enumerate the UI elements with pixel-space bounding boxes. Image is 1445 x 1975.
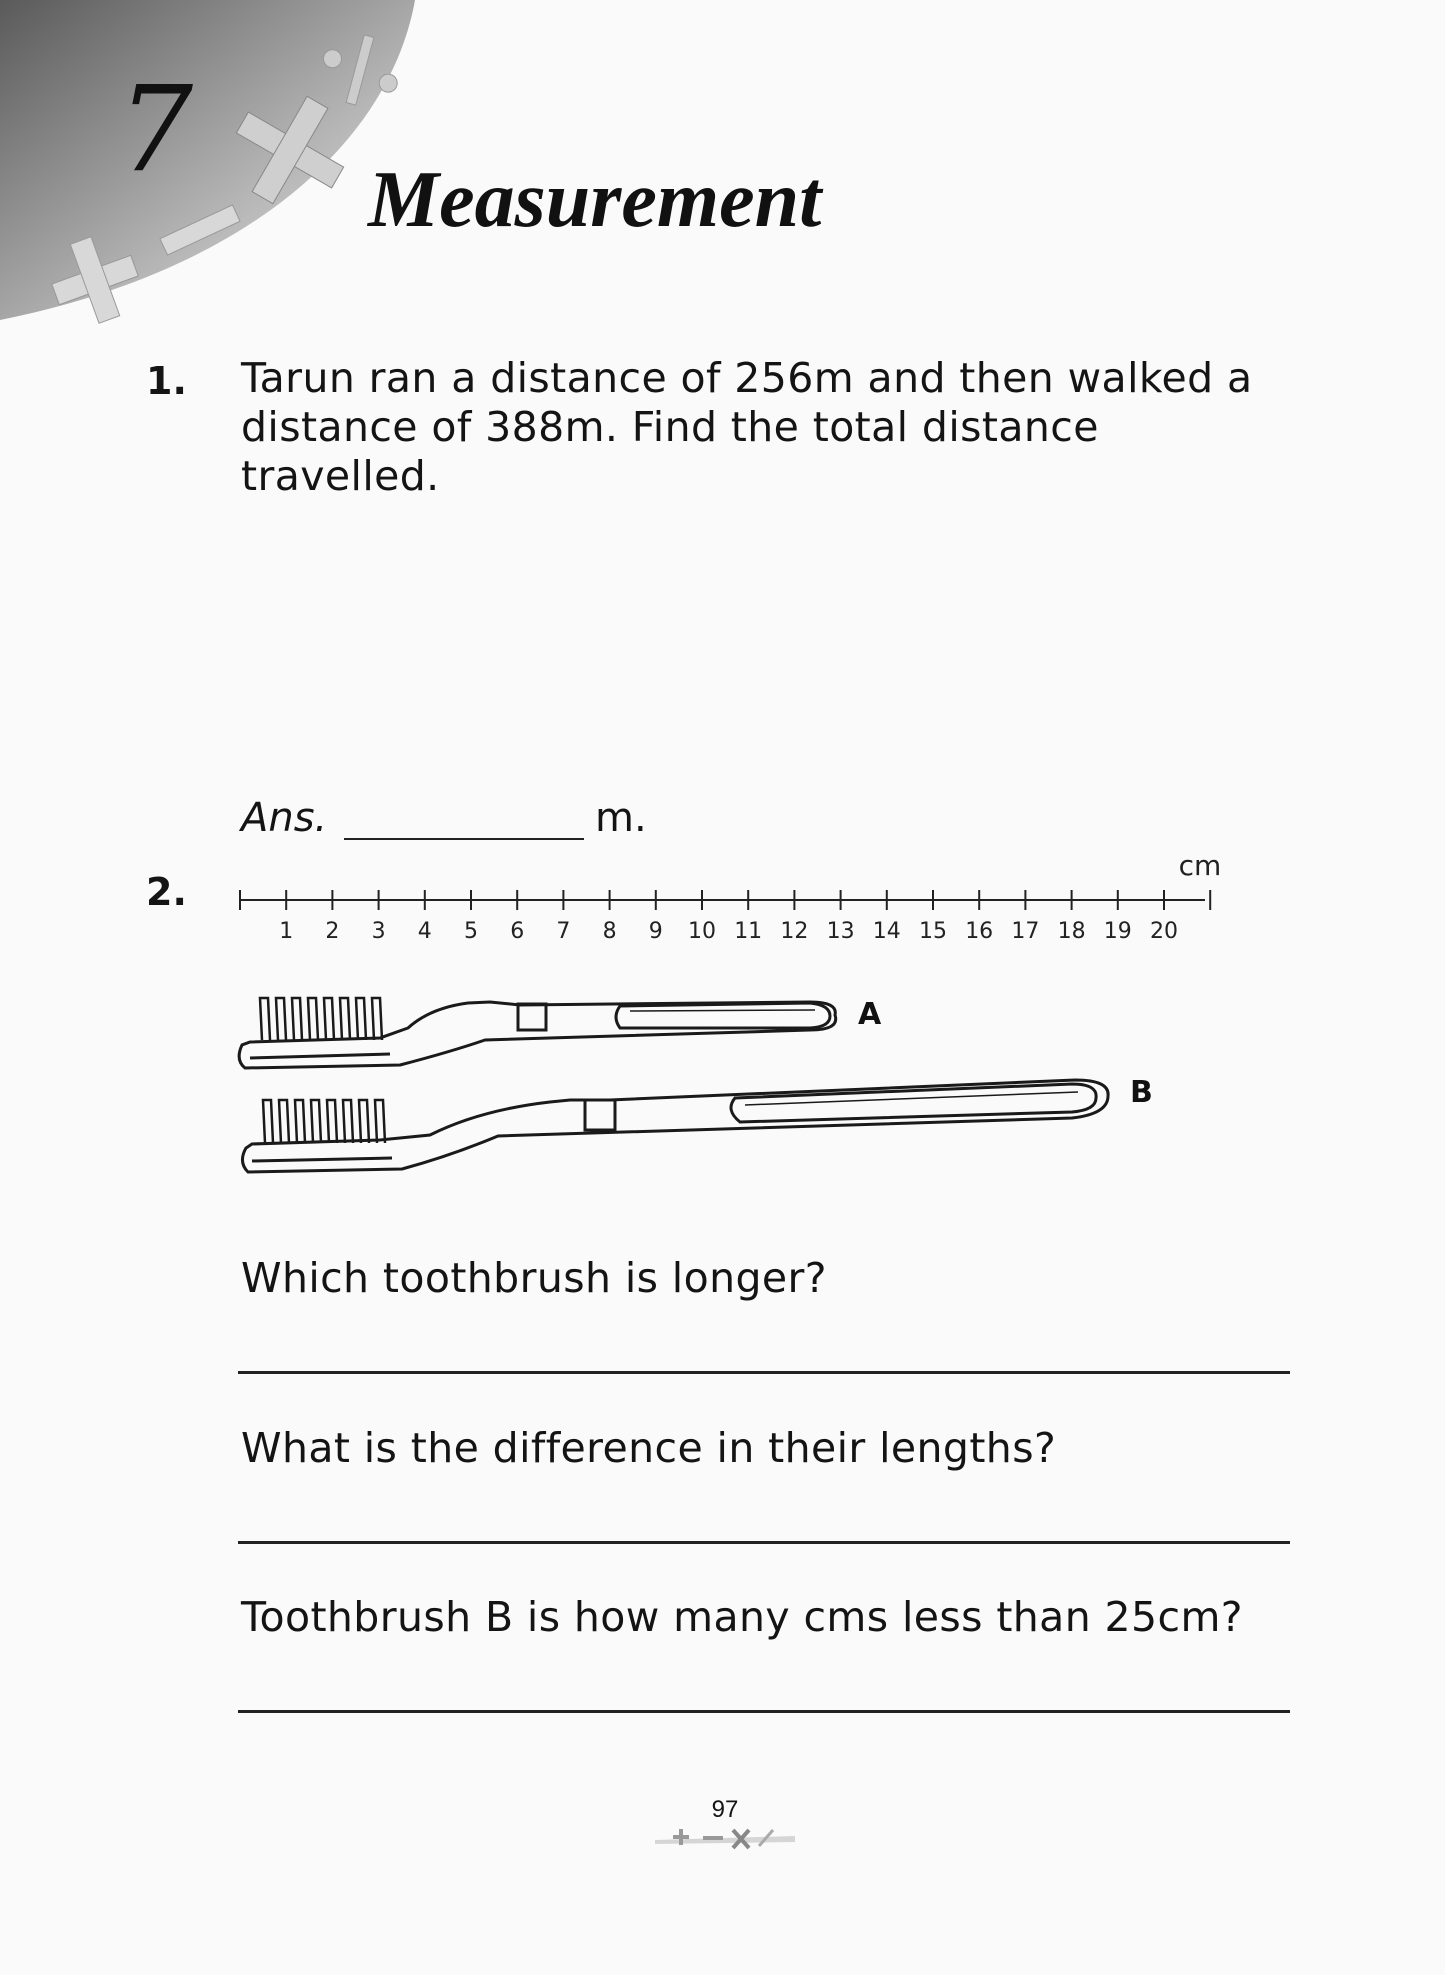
ruler-tick-label: 5 — [464, 919, 478, 944]
ruler-tick-label: 7 — [556, 919, 571, 944]
ruler-tick-label: 13 — [826, 919, 855, 944]
ruler-tick-label: 9 — [648, 919, 663, 944]
answer-blank[interactable] — [344, 838, 584, 840]
chapter-number: 7 — [118, 60, 194, 198]
question-2c-text: Toothbrush B is how many cms less than 25cm? — [241, 1593, 1243, 1641]
answer-unit: m. — [595, 795, 647, 841]
ruler-tick-label: 2 — [325, 919, 340, 944]
ruler-tick-label: 16 — [965, 919, 994, 944]
ruler-tick-label: 10 — [688, 919, 716, 944]
question-2-number: 2. — [146, 870, 187, 914]
ruler-tick-label: 3 — [371, 919, 386, 944]
ruler-tick-label: 11 — [734, 919, 763, 944]
footer-math-symbols-icon — [655, 1826, 795, 1854]
ruler-tick-label: 4 — [417, 919, 432, 944]
answer-line-2a[interactable] — [238, 1371, 1290, 1374]
question-1-line: travelled. — [241, 452, 440, 500]
ruler-tick-label: 17 — [1011, 919, 1040, 944]
question-1-number: 1. — [146, 359, 187, 403]
toothbrush-b-label: B — [1130, 1075, 1153, 1110]
answer-label: Ans. — [241, 795, 328, 841]
ruler-tick-label: 18 — [1057, 919, 1086, 944]
question-1-text — [241, 354, 1253, 501]
toothbrush-a-label: A — [858, 997, 882, 1032]
ruler-tick-label: 14 — [872, 919, 901, 944]
toothbrush-a — [239, 998, 836, 1068]
toothbrush-illustration — [230, 970, 1190, 1190]
question-2b-text: What is the difference in their lengths? — [241, 1424, 1057, 1472]
question-2a-text: Which toothbrush is longer? — [241, 1254, 827, 1302]
ruler-tick-label: 1 — [279, 919, 294, 944]
ruler-tick-label: 20 — [1150, 919, 1178, 944]
page-number: 97 — [711, 1796, 739, 1823]
ruler-tick-label: 6 — [510, 919, 525, 944]
answer-line-2c[interactable] — [238, 1710, 1290, 1713]
ruler-tick-label: 19 — [1103, 919, 1132, 944]
question-1-line: distance of 388m. Find the total distance — [241, 403, 1099, 451]
ruler-tick-label: 8 — [602, 919, 617, 944]
answer-line-2b[interactable] — [238, 1541, 1290, 1544]
ruler-tick-label: 15 — [919, 919, 947, 944]
toothbrush-b — [242, 1080, 1108, 1172]
centimetre-ruler — [230, 850, 1230, 950]
chapter-title: Measurement — [368, 156, 822, 244]
ruler-unit-label: cm — [1178, 850, 1222, 882]
question-1-line: Tarun ran a distance of 256m and then walked a — [241, 354, 1253, 402]
ruler-tick-label: 12 — [780, 919, 809, 944]
